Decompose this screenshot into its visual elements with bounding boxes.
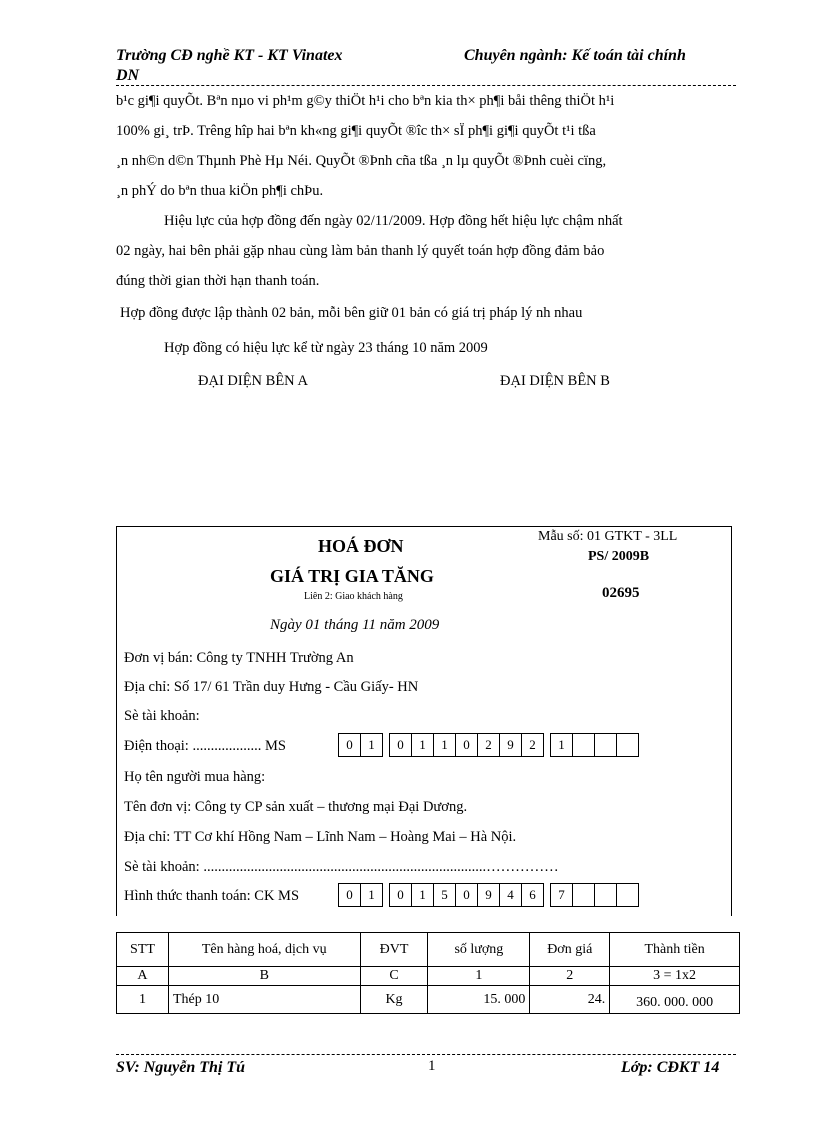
buyer-tax-code: [338, 883, 645, 907]
buyer-address: Địa chỉ: TT Cơ khí Hồng Nam – Lĩnh Nam – Hoàng Mai – Hà Nội.: [124, 829, 517, 845]
goods-header: STT: [117, 933, 169, 967]
seller-account: Sè tài khoản:: [124, 708, 200, 724]
tax-digit: [594, 733, 617, 757]
para1-line3: ¸n nh©n d©n Thµnh Phè Hµ Néi. QuyÕt ®Þnh cña tßa ¸n lµ quyÕt ®Þnh cuèi cïng,: [116, 153, 607, 169]
goods-cell-unit: Kg: [360, 986, 428, 1014]
table-row: [117, 986, 740, 1014]
goods-code: 3 = 1x2: [610, 967, 740, 986]
invoice-date: Ngày 01 tháng 11 năm 2009: [270, 617, 440, 633]
para3: Hợp đồng được lập thành 02 bản, mỗi bên giữ 01 bản có giá trị pháp lý nh nhau: [120, 305, 583, 321]
footer-rule: [116, 1054, 736, 1055]
buyer-account: Sè tài khoản: ..............................................................................……………: [124, 859, 559, 875]
tax-digit: [616, 883, 639, 907]
goods-header: số lượng: [428, 933, 530, 967]
tax-digit: 0: [338, 883, 361, 907]
goods-code: B: [168, 967, 360, 986]
tax-digit: 2: [477, 733, 500, 757]
para2-line3: đúng thời gian thời hạn thanh toán.: [116, 273, 320, 289]
invoice-copy: Liên 2: Giao khách hàng: [304, 591, 403, 602]
header-school: Trường CĐ nghề KT - KT Vinatex: [116, 47, 343, 64]
seller-name: Đơn vị bán: Công ty TNHH Trường An: [124, 650, 354, 666]
goods-code: C: [360, 967, 428, 986]
tax-digit: [572, 733, 595, 757]
tax-digit: [616, 733, 639, 757]
tax-digit: 0: [338, 733, 361, 757]
goods-cell-qty: 15. 000: [428, 986, 530, 1014]
goods-header: Tên hàng hoá, dịch vụ: [168, 933, 360, 967]
tax-digit: [572, 883, 595, 907]
footer-class: Lớp: CĐKT 14: [621, 1059, 720, 1076]
goods-code: A: [117, 967, 169, 986]
goods-header: Đơn giá: [530, 933, 610, 967]
para2-line1: Hiệu lực của hợp đồng đến ngày 02/11/2009. Hợp đồng hết hiệu lực chậm nhất: [164, 213, 623, 229]
para2-line2: 02 ngày, hai bên phải gặp nhau cùng làm bản thanh lý quyết toán hợp đồng đảm bảo: [116, 243, 605, 259]
goods-cell-total: 360. 000. 000: [610, 986, 740, 1014]
invoice-subtitle: GIÁ TRỊ GIA TĂNG: [270, 566, 434, 586]
buyer-unit: Tên đơn vị: Công ty CP sản xuất – thương mại Đại Dương.: [124, 799, 468, 815]
goods-cell-price: 24.: [530, 986, 610, 1014]
tax-digit: 2: [521, 733, 544, 757]
invoice-title: HOÁ ĐƠN: [318, 536, 404, 556]
seller-tax-code: [338, 733, 645, 757]
tax-digit: 1: [360, 733, 383, 757]
header-school-cont: DN: [116, 67, 140, 84]
tax-digit: 1: [550, 733, 573, 757]
goods-header-row: [117, 933, 740, 967]
footer-student: SV: Nguyễn Thị Tú: [116, 1059, 246, 1076]
tax-digit: 1: [411, 733, 434, 757]
tax-digit: 0: [389, 733, 412, 757]
header-rule: [116, 85, 736, 86]
tax-digit: 1: [433, 733, 456, 757]
tax-digit: 5: [433, 883, 456, 907]
invoice-form-no: Mẫu số: 01 GTKT - 3LL: [538, 529, 678, 544]
rep-b: ĐẠI DIỆN BÊN B: [500, 373, 610, 389]
seller-phone: Điện thoại: ................... MS: [124, 738, 286, 754]
rep-a: ĐẠI DIỆN BÊN A: [198, 373, 308, 389]
tax-digit: 1: [411, 883, 434, 907]
tax-digit: 9: [477, 883, 500, 907]
goods-code: 1: [428, 967, 530, 986]
goods-code-row: [117, 967, 740, 986]
para4: Hợp đồng có hiệu lực kể từ ngày 23 tháng 10 năm 2009: [164, 340, 488, 356]
goods-header: ĐVT: [360, 933, 428, 967]
payment-method: Hình thức thanh toán: CK MS: [124, 888, 300, 904]
tax-digit: [594, 883, 617, 907]
seller-address: Địa chỉ: Số 17/ 61 Trần duy Hưng - Cầu Giấy- HN: [124, 679, 419, 695]
buyer-name: Họ tên người mua hàng:: [124, 769, 266, 785]
tax-digit: 6: [521, 883, 544, 907]
para1-line4: ¸n phÝ do bªn thua kiÖn ph¶i chÞu.: [116, 183, 324, 199]
tax-digit: 9: [499, 733, 522, 757]
invoice-number: 02695: [602, 585, 640, 601]
header-major: Chuyên ngành: Kế toán tài chính: [464, 47, 686, 64]
goods-cell-name: Thép 10: [168, 986, 360, 1014]
tax-digit: 1: [360, 883, 383, 907]
tax-digit: 7: [550, 883, 573, 907]
tax-digit: 0: [389, 883, 412, 907]
para1-line1: b¹c gi¶i quyÕt. Bªn nµo vi ph¹m g©y thiÖt h¹i cho bªn kia th× ph¶i båi thêng thiÖt h¹i: [116, 93, 615, 109]
tax-digit: 0: [455, 883, 478, 907]
para1-line2: 100% gi¸ trÞ. Trêng hîp hai bªn kh«ng gi¶i quyÕt ®îc th× sÏ ph¶i gi¶i quyÕt t¹i tßa: [116, 123, 596, 139]
goods-cell-stt: 1: [117, 986, 169, 1014]
footer-page-number: 1: [428, 1058, 436, 1074]
tax-digit: 0: [455, 733, 478, 757]
invoice-series: PS/ 2009B: [588, 549, 650, 564]
goods-table: [116, 932, 740, 1014]
goods-code: 2: [530, 967, 610, 986]
goods-header: Thành tiền: [610, 933, 740, 967]
tax-digit: 4: [499, 883, 522, 907]
